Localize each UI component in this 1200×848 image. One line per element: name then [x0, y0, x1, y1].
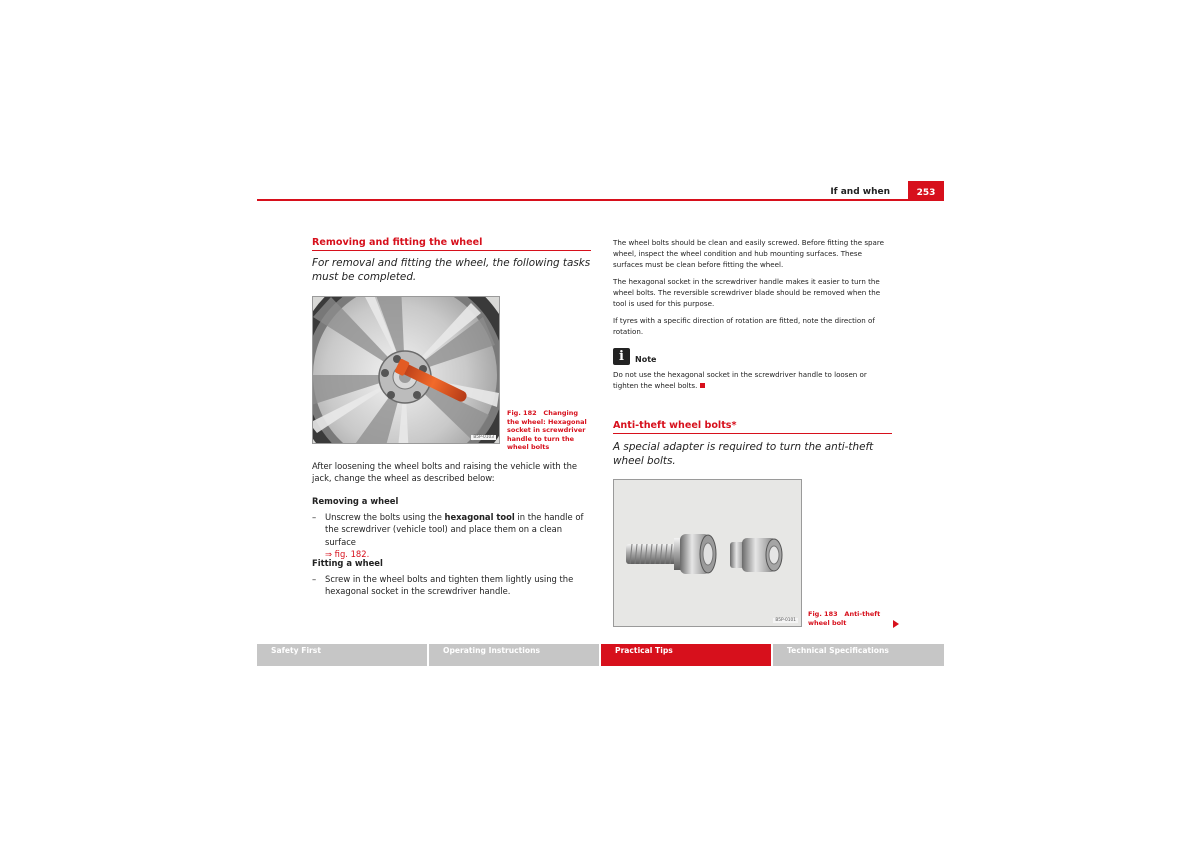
header-rule — [257, 199, 944, 201]
footer-tab-technical-specifications[interactable]: Technical Specifications — [773, 644, 944, 666]
dash-bullet: – — [312, 574, 317, 584]
figure-code: B5P-0103 — [473, 435, 494, 440]
end-marker-icon — [700, 383, 705, 388]
fitting-step — [312, 573, 594, 598]
removing-step-text — [325, 511, 594, 561]
page-number: 253 — [908, 181, 944, 201]
paragraph-hexagonal-socket: The hexagonal socket in the screwdriver handle makes it easier to turn the wheel bolts. The reversible screwdriver blade should be removed when the tool is used for this purpose. — [613, 277, 881, 309]
figure-183-bolt-image — [613, 479, 802, 627]
section-heading-anti-theft: Anti-theft wheel bolts* — [613, 420, 737, 431]
step-text-pre: Unscrew the bolts using the — [325, 512, 445, 522]
after-loosening-text: After loosening the wheel bolts and raising the vehicle with the jack, change the wheel as described below: — [312, 461, 578, 484]
info-icon: i — [613, 348, 630, 365]
anti-theft-bolt-illustration — [614, 480, 802, 627]
footer-tab-safety-first[interactable]: Safety First — [257, 644, 427, 666]
continue-arrow-icon — [893, 620, 899, 628]
fitting-wheel-subheading: Fitting a wheel — [312, 558, 383, 568]
figure-number: Fig. 183 — [808, 610, 838, 618]
figure-182-wheel-image — [312, 296, 500, 444]
heading-rule — [312, 250, 591, 251]
anti-theft-intro: A special adapter is required to turn the anti-theft wheel bolts. — [613, 441, 874, 467]
heading-rule — [613, 433, 892, 434]
figure-caption-text: Anti-theft wheel bolt — [808, 610, 881, 627]
note-text: Do not use the hexagonal socket in the screwdriver handle to loosen or tighten the wheel bolts. — [613, 370, 867, 391]
intro-text: For removal and fitting the wheel, the following tasks must be completed. — [312, 257, 591, 283]
figure-number: Fig. 182 — [507, 409, 537, 417]
step-text-post: in the handle of the screwdriver (vehicle tool) and place them on a clean surface — [325, 512, 584, 547]
wheel-illustration — [313, 297, 500, 444]
note-label: Note — [635, 355, 657, 364]
figure-183-caption — [808, 610, 894, 627]
figure-182-reference-link[interactable]: ⇒ fig. 182. — [325, 549, 370, 560]
paragraph-clean-bolts: The wheel bolts should be clean and easily screwed. Before fitting the spare wheel, inspect the wheel condition and hub mounting surfaces. These surfaces must be clean before fitting the wheel. — [613, 238, 885, 270]
section-heading-removing-fitting: Removing and fitting the wheel — [312, 237, 483, 248]
footer-tab-practical-tips[interactable]: Practical Tips — [601, 644, 771, 666]
removing-wheel-subheading: Removing a wheel — [312, 496, 399, 506]
footer-tab-operating-instructions[interactable]: Operating Instructions — [429, 644, 599, 666]
fitting-step-text: Screw in the wheel bolts and tighten them lightly using the hexagonal socket in the screwdriver handle. — [325, 574, 574, 597]
figure-code: B5P-0101 — [775, 618, 796, 623]
paragraph-rotation-direction: If tyres with a specific direction of rotation are fitted, note the direction of rotation. — [613, 316, 875, 337]
step-text-bold: hexagonal tool — [444, 512, 515, 522]
figure-caption-text: Changing the wheel: Hexagonal socket in screwdriver handle to turn the wheel bolts — [507, 409, 587, 452]
figure-182-caption — [507, 409, 591, 452]
note-text-block — [613, 369, 893, 391]
dash-bullet: – — [312, 512, 317, 522]
section-title: If and when — [830, 187, 890, 197]
removing-step — [312, 511, 594, 561]
